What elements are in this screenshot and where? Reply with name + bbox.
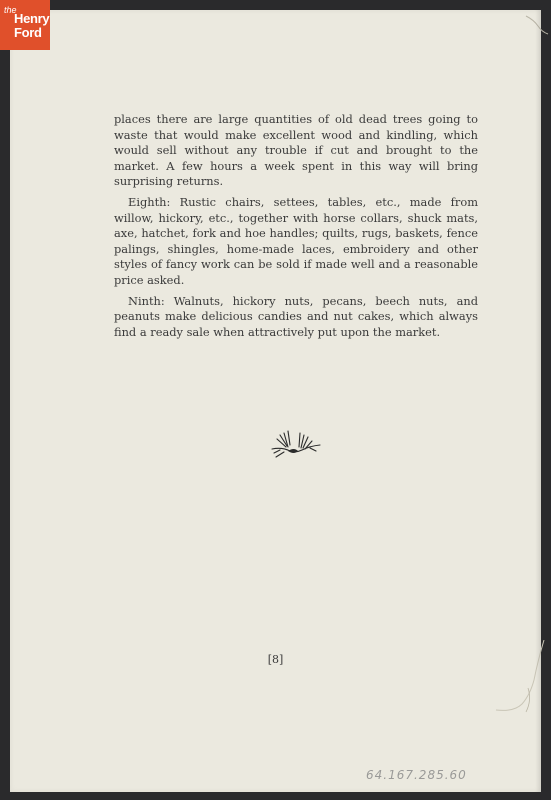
henry-ford-logo [0, 0, 50, 50]
corner-crease-icon [524, 14, 550, 36]
pine-sprig-ornament-icon [268, 425, 324, 459]
body-text [114, 112, 478, 345]
accession-number: 64.167.285.60 [366, 768, 467, 782]
page-number: [8] [267, 653, 284, 666]
paragraph-ninth: Ninth: Walnuts, hickory nuts, pecans, beech nuts, and peanuts make delicious candies and nut cakes, which always find a ready sale when attractively put upon the market. [114, 293, 478, 339]
paragraph-eighth: Eighth: Rustic chairs, settees, tables, etc., made from willow, hickory, etc., together with horse collars, shuck mats, axe, hatchet, fork and hoe handles; quilts, rugs, baskets, fence palings, shingles, home-made laces, embroidery and other styles of fancy work can be sold if made well and a reasonable price asked. [114, 194, 478, 287]
torn-edge-icon [488, 640, 548, 730]
logo-word-henry: Henry [14, 11, 50, 26]
document-page [10, 10, 541, 792]
logo-word-ford: Ford [14, 25, 42, 40]
logo-word-the: the [4, 5, 17, 15]
paragraph-continuation: places there are large quantities of old dead trees going to waste that would make excellent wood and kindling, which would sell without any trouble if cut and brought to the market. A few hours a week spent in this way will bring surprising returns. [114, 112, 478, 189]
